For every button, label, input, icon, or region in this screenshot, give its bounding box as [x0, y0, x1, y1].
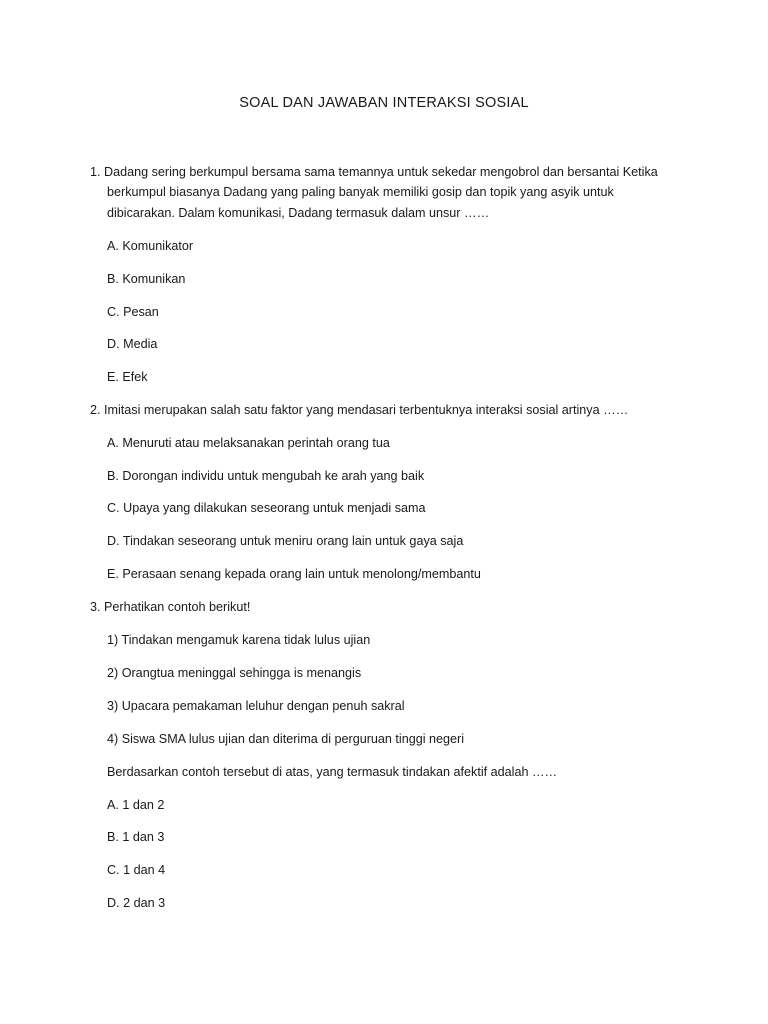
question-3-option-a: A. 1 dan 2: [107, 798, 165, 812]
question-3-option-b: B. 1 dan 3: [107, 830, 165, 844]
question-1-option-d: D. Media: [107, 337, 158, 351]
question-2-option-a: A. Menuruti atau melaksanakan perintah orang tua: [107, 436, 390, 450]
question-3-line-1: 3. Perhatikan contoh berikut!: [90, 600, 251, 614]
question-1-option-e: E. Efek: [107, 370, 148, 384]
question-1-line-2: berkumpul biasanya Dadang yang paling banyak memiliki gosip dan topik yang asyik untuk: [107, 185, 614, 199]
question-3-option-c: C. 1 dan 4: [107, 863, 166, 877]
question-3-example-1: 1) Tindakan mengamuk karena tidak lulus ujian: [107, 633, 371, 647]
question-1-option-b: B. Komunikan: [107, 272, 186, 286]
question-2-option-c: C. Upaya yang dilakukan seseorang untuk menjadi sama: [107, 501, 426, 515]
question-3-example-4: 4) Siswa SMA lulus ujian dan diterima di perguruan tinggi negeri: [107, 732, 465, 746]
question-2-option-e: E. Perasaan senang kepada orang lain untuk menolong/membantu: [107, 567, 481, 581]
question-3-prompt: Berdasarkan contoh tersebut di atas, yang termasuk tindakan afektif adalah ……: [107, 765, 558, 779]
question-3-example-3: 3) Upacara pemakaman leluhur dengan penuh sakral: [107, 699, 405, 713]
question-1-line-1: 1. Dadang sering berkumpul bersama sama temannya untuk sekedar mengobrol dan bersantai Ketika: [90, 165, 658, 179]
question-1-line-3: dibicarakan. Dalam komunikasi, Dadang termasuk dalam unsur ……: [107, 206, 490, 220]
question-3-example-2: 2) Orangtua meninggal sehingga is menangis: [107, 666, 362, 680]
question-1-option-c: C. Pesan: [107, 305, 159, 319]
document-title: SOAL DAN JAWABAN INTERAKSI SOSIAL: [239, 95, 529, 111]
question-1-option-a: A. Komunikator: [107, 239, 194, 253]
question-2-option-b: B. Dorongan individu untuk mengubah ke arah yang baik: [107, 469, 425, 483]
question-3-option-d: D. 2 dan 3: [107, 896, 166, 910]
question-2-option-d: D. Tindakan seseorang untuk meniru orang lain untuk gaya saja: [107, 534, 464, 548]
question-2-line-1: 2. Imitasi merupakan salah satu faktor yang mendasari terbentuknya interaksi sosial artinya ……: [90, 403, 629, 417]
